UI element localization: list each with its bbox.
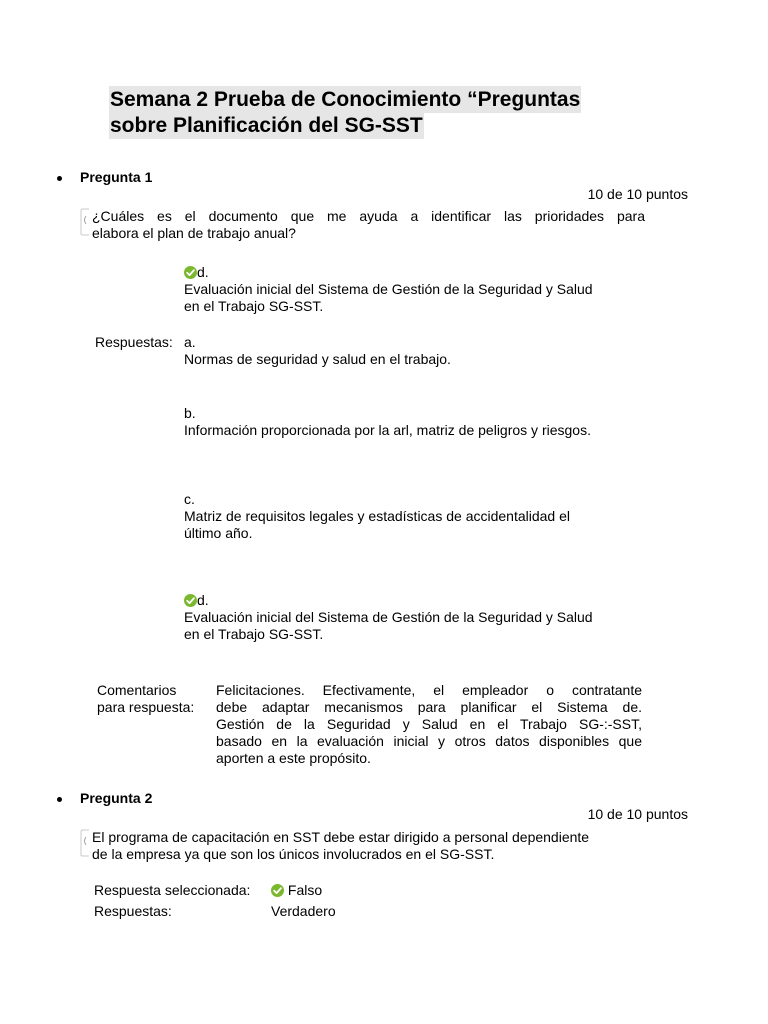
page-title-line-1: Semana 2 Prueba de Conocimiento “Preguntas bbox=[110, 88, 581, 111]
question-2-text-line-1: El programa de capacitación en SST debe estar dirigido a personal dependiente bbox=[92, 829, 590, 845]
answers-label-2: Respuestas: bbox=[94, 903, 172, 919]
comments-label bbox=[97, 682, 194, 716]
comments-label-line-2: para respuesta: bbox=[97, 699, 195, 715]
option-letter: a. bbox=[184, 334, 196, 350]
question-1-text-line-1: ¿Cuáles es el documento que me ayuda a identificar las prioridades para bbox=[92, 208, 645, 224]
comments-text bbox=[216, 682, 642, 767]
question-1-points: 10 de 10 puntos bbox=[587, 186, 688, 202]
option-line-2: último año. bbox=[184, 525, 253, 541]
question-1-label: Pregunta 1 bbox=[80, 169, 153, 185]
option-line-1: Información proporcionada por la arl, matriz de peligros y riesgos. bbox=[184, 422, 591, 438]
question-2-points: 10 de 10 puntos bbox=[587, 806, 688, 822]
page-title-line-2: sobre Planificación del SG-SST bbox=[110, 114, 423, 137]
option-letter: c. bbox=[184, 491, 195, 507]
answer-option-c bbox=[184, 491, 644, 542]
comment-line: debe adaptar mecanismos para planificar el Sistema de. bbox=[216, 699, 642, 715]
selected-answer-value bbox=[271, 882, 322, 899]
question-2-label: Pregunta 2 bbox=[80, 790, 153, 806]
option-line-1: Matriz de requisitos legales y estadísticas de accidentalidad el bbox=[184, 508, 570, 524]
option-line-1: Normas de seguridad y salud en el trabajo. bbox=[184, 351, 451, 367]
option-letter: b. bbox=[184, 405, 196, 421]
bullet-icon bbox=[57, 797, 62, 802]
comment-line: aporten a este propósito. bbox=[216, 750, 371, 766]
question-1-text-line-2: elabora el plan de trabajo anual? bbox=[92, 225, 296, 241]
comment-line: Felicitaciones. Efectivamente, el empleador o contratante bbox=[216, 682, 642, 698]
question-page-icon bbox=[80, 829, 90, 857]
answer-option-b bbox=[184, 405, 644, 439]
check-circle-icon bbox=[184, 266, 197, 279]
answers-label: Respuestas: bbox=[95, 334, 173, 350]
selected-letter: d. bbox=[197, 264, 209, 280]
selected-line-1: Evaluación inicial del Sistema de Gestión de la Seguridad y Salud bbox=[184, 281, 593, 297]
question-page-icon bbox=[80, 208, 90, 236]
question-2-text-line-2: de la empresa ya que son los únicos involucrados en el SG-SST. bbox=[92, 846, 495, 862]
answer-option-a bbox=[184, 334, 644, 368]
selected-answer-text: Falso bbox=[287, 882, 323, 898]
option-line-1: Evaluación inicial del Sistema de Gestión de la Seguridad y Salud bbox=[184, 609, 593, 625]
selected-line-2: en el Trabajo SG-SST. bbox=[184, 298, 324, 314]
check-circle-icon bbox=[184, 594, 197, 607]
bullet-icon bbox=[57, 176, 62, 181]
comment-line: Gestión de la Seguridad y Salud en el Trabajo SG-:-SST, bbox=[216, 716, 642, 732]
comments-label-line-1: Comentarios bbox=[97, 682, 177, 698]
option-line-2: en el Trabajo SG-SST. bbox=[184, 626, 324, 642]
selected-answer-label: Respuesta seleccionada: bbox=[94, 882, 251, 898]
answer-value: Verdadero bbox=[271, 903, 336, 919]
question-1-selected-answer bbox=[184, 264, 644, 315]
answer-option-d bbox=[184, 592, 644, 643]
check-circle-icon bbox=[271, 884, 284, 897]
comment-line: basado en la evaluación inicial y otros datos disponibles que bbox=[216, 733, 642, 749]
option-letter: d. bbox=[197, 592, 209, 608]
